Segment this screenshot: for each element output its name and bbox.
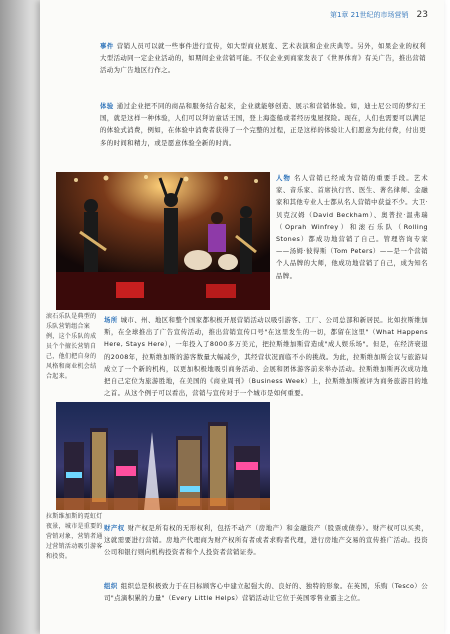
city-caption: 拉斯维加斯的霓虹灯夜景，城市是重要的营销对象，营销者通过营销活动吸引游客和投资。: [46, 513, 103, 560]
paragraph-text: 财产权是所有权的无形权利，包括不动产（房地产）和金融资产（股票或债券）。财产权可以买卖，这就需要进行营销。房地产代理商为财产权所有者或者求购者代理，进行房地产交易的宣传推广活动。投资公司和银行则向机构投资者和个人投资者营销证券。: [104, 524, 428, 557]
las-vegas-photo: [56, 402, 270, 510]
concert-photo: [56, 172, 270, 310]
book-page: [40, 0, 444, 634]
paragraph-events: [100, 40, 426, 77]
concert-caption: 滚石乐队是典型的乐队营销组合案例，这个乐队的成员个个擅长营销自己，他们把自身的风格和商业机会结合起来。: [46, 313, 97, 380]
paragraph-persons: [276, 172, 428, 282]
paragraph-places: [104, 314, 428, 399]
paragraph-property: [104, 522, 428, 559]
city-night-image: [56, 402, 270, 510]
term-label: 场所: [104, 316, 118, 324]
paragraph-organizations: [104, 580, 428, 604]
chapter-title: 第1章 21世纪的市场营销: [329, 11, 409, 19]
paragraph-text: 组织总是积极致力于在目标顾客心中建立起强大的、良好的、独特的形象。在英国，乐购（Tesco）公司"点滴积累的力量"（Every Little Helps）营销活动让它位于英国零售业霸主之位。: [104, 582, 428, 603]
page-number: 23: [416, 10, 428, 20]
paragraph-text: 营销人员可以就一些事件进行宣传，如大型商业展览、艺术表演和企业庆典等。另外，如果企业的权利大型活动同一定企业活动的，如期间企业营销可能。不仅企业到商家发表了《世界体育》有关广告，推出营销活动为广告地区行作之。: [100, 42, 426, 75]
term-label: 财产权: [104, 524, 125, 532]
paragraph-experiences: [100, 100, 426, 149]
term-label: 组织: [104, 582, 118, 590]
paragraph-text: 名人营销已经成为营销的重要手段。艺术家、音乐家、首席执行官、医生、著名律师、金融家和其他专业人士都从名人营销中获益不少。大卫·贝克汉姆（David Beckham）、奥普拉·温弗瑞（Oprah Winfrey）和滚石乐队（Rolling Stones）都成功地营销了自己。管理咨询专家——汤姆·彼得斯（Tom Peters）——是一个营销个人品牌的大师，他成功地营销了自己，成为知名品牌。: [276, 174, 428, 280]
term-label: 人物: [276, 174, 291, 182]
paragraph-text: 通过企业把不同的商品和服务结合起来，企业就能够创造、展示和营销体验。如，迪士尼公司的梦幻王国，就是这样一种体验，人们可以拜访童话王国，登上海盗船或者经历鬼屋探险。现在，人们也需要可以满足的体验式消费，例如，在体验中消费者获得了一个完整的过程，正是这样的体验让人们愿意为此付费，付出更多的时间和精力，或是愿意体验全新的时尚。: [100, 102, 426, 147]
running-header: [330, 10, 428, 20]
term-label: 体验: [100, 102, 114, 110]
paragraph-text: 城市、州、地区和整个国家都积极开展营销活动以吸引游客、工厂、公司总部和新居民。比如拉斯维加斯，在全球推出了广告宣传活动，推出营销宣传口号"在这里发生的一切，都留在这里"（What Happens Here, Stays Here），一年投入了8000多万美元，把拉斯维加斯营造成"成人娱乐场"。但是，在经济衰退的2008年，拉斯维加斯的游客数量大幅减少，其经营状况面临不小的挑战。为此，拉斯维加斯会议与旅游局成立了一个新的机构，以更加积极地吸引商务活动、会展和团体游客前来举办活动。拉斯维加斯再次成功地把自己定位为旅游胜地，在美国的《商业周刊》（Business Week）上，拉斯维加斯被评为商务旅游目的地之首。从这个例子可以看出，营销与宣传对于一个城市是如何重要。: [104, 316, 428, 398]
concert-image: [56, 172, 270, 310]
term-label: 事件: [100, 42, 114, 50]
